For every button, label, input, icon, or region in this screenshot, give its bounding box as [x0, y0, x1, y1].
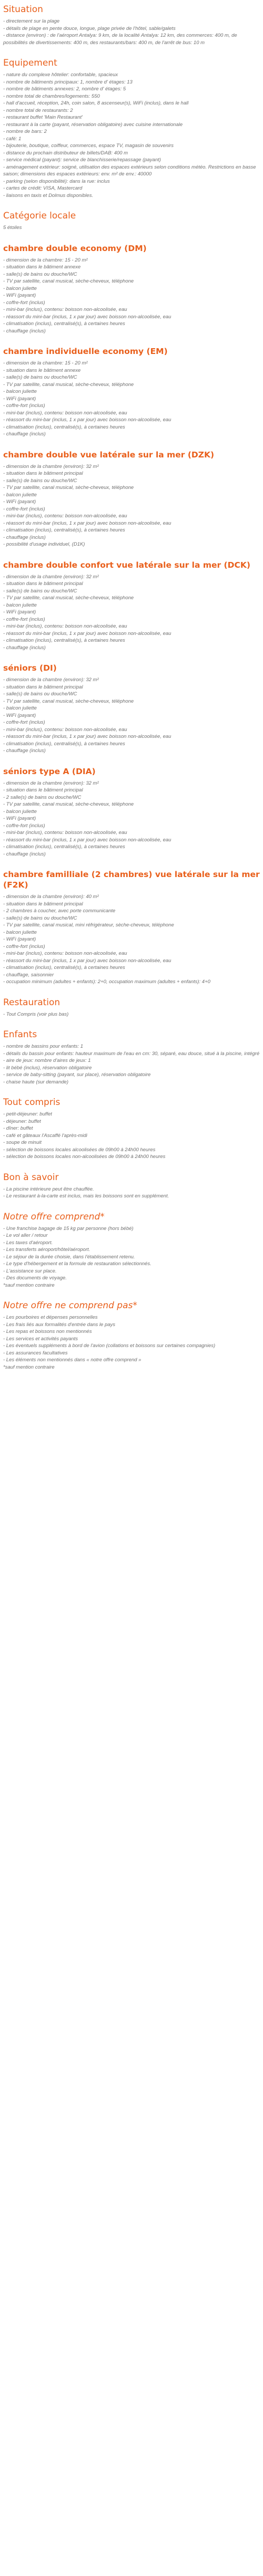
list-item: - sélection de boissons locales alcoolisées de 09h00 à 24h00 heures: [3, 1146, 156, 1153]
list-item: - parking (selon disponibilité): dans la rue: inclus: [3, 178, 110, 184]
list-item: - possibilité d'usage individuel, (D1K): [3, 541, 85, 547]
section-lines: [3, 360, 260, 438]
section-notre-offre-comprend: [3, 1212, 260, 1289]
list-item: - situation dans le bâtiment annexe: [3, 367, 81, 373]
list-item: - Les assurances facultatives: [3, 1350, 68, 1356]
list-item: - situation dans le bâtiment principal: [3, 684, 83, 690]
list-item: - coffre-fort (inclus): [3, 403, 45, 409]
list-item: - réassort du mini-bar (inclus, 1 x par jour) avec boisson non-alcoolisée, eau: [3, 417, 171, 423]
list-item: - chauffage (inclus): [3, 431, 46, 437]
list-item: - distance (environ) : de l'aéroport Antalya: 9 km, de la localité Antalya: 12 km, des commerces: 400 m, de possibilités de divertissements: 400 m, des restaurants/bars: 400 m, de l'arrêt de bus: 10 m: [3, 33, 237, 46]
list-item: - Le séjour de la durée choisie, dans l'établissement retenu.: [3, 1254, 135, 1260]
list-item: - dimension de la chambre (environ): 40 m²: [3, 894, 99, 900]
list-item: - cartes de crédit: VISA, Mastercard: [3, 185, 83, 191]
section-lines: [3, 71, 260, 199]
list-item: - salle(s) de bains ou douche/WC: [3, 588, 77, 594]
list-item: - Le type d'hébergement et la formule de restauration sélectionnés.: [3, 1261, 151, 1267]
list-item: - coffre-fort (inclus): [3, 943, 45, 950]
list-item: - nombre de bâtiments annexes: 2, nombre d' étages: 5: [3, 86, 126, 92]
list-item: - Le restaurant à-la-carte est inclus, mais les boissons sont en supplément.: [3, 1193, 169, 1199]
list-item: - Les pourboires et dépenses personnelles: [3, 1315, 98, 1320]
list-item: - WiFi (payant): [3, 499, 36, 505]
list-item: - salle(s) de bains ou douche/WC: [3, 691, 77, 697]
list-item: - détails du bassin pour enfants: hauteur maximum de l'eau en cm: 30, séparé, eau douce, situé à la piscine, intégré: [3, 1050, 260, 1057]
list-item: - bijouterie, boutique, coiffeur, commerces, espace TV, magasin de souvenirs: [3, 143, 174, 149]
section-chambre-double-economy-dm: [3, 243, 260, 335]
list-item: - climatisation (inclus), centralisé(s), à certaines heures: [3, 638, 125, 643]
list-item: - réassort du mini-bar (inclus, 1 x par jour) avec boisson non-alcoolisée, eau: [3, 630, 171, 637]
list-item: - nombre de bâtiments principaux: 1, nombre d' étages: 13: [3, 79, 133, 85]
list-item: - coffre-fort (inclus): [3, 719, 45, 725]
section-lines: [3, 257, 260, 335]
list-item: - occupation minimum (adultes + enfants): 2+0, occupation maximum (adultes + enfants): 4+0: [3, 979, 210, 985]
section-seniors-di: [3, 663, 260, 755]
list-item: - café et gâteaux l'Ascaffé l'après-midi: [3, 1132, 87, 1139]
section-heading: Tout compris: [3, 1097, 60, 1108]
list-item: - balcon juliette: [3, 602, 37, 608]
list-item: - TV par satellite, canal musical, sèche-cheveux, téléphone: [3, 485, 134, 491]
list-item: - WiFi (payant): [3, 609, 36, 615]
list-item: - dimension de la chambre (environ): 32 m²: [3, 677, 99, 683]
list-item: - dimension de la chambre (environ): 32 m²: [3, 780, 99, 786]
section-heading: chambre double confort vue latérale sur la mer (DCK): [3, 560, 250, 570]
list-item: - dimension de la chambre (environ): 32 m²: [3, 463, 99, 470]
section-heading: Notre offre ne comprend pas*: [3, 1300, 137, 1311]
list-item: - aire de jeux: nombre d'aires de jeux: 1: [3, 1058, 91, 1063]
list-item: - balcon juliette: [3, 492, 37, 498]
list-item: - sélection de boissons locales non-alcoolisées de 09h00 à 24h00 heures: [3, 1154, 166, 1160]
list-item: - salle(s) de bains ou douche/WC: [3, 374, 77, 380]
section-heading: chambre individuelle economy (EM): [3, 347, 168, 356]
section-heading: Restauration: [3, 997, 60, 1008]
list-item: - réassort du mini-bar (inclus, 1 x par jour) avec boisson non-alcoolisée, eau: [3, 520, 171, 526]
list-item: - WiFi (payant): [3, 293, 36, 298]
section-restauration: [3, 997, 260, 1018]
section-seniors-type-a-dia: [3, 766, 260, 858]
list-item: - mini-bar (inclus), contenu: boisson non-alcoolisée, eau: [3, 951, 127, 956]
list-item: - climatisation (inclus), centralisé(s), à certaines heures: [3, 424, 125, 430]
list-item: - Des documents de voyage.: [3, 1275, 67, 1281]
section-tout-compris: [3, 1097, 260, 1161]
list-item: - TV par satellite, canal musical, mini réfrigérateur, sèche-cheveux, téléphone: [3, 922, 174, 928]
list-item: - chauffage (inclus): [3, 534, 46, 540]
list-item: - chauffage, saisonnier: [3, 972, 54, 978]
list-item: - soupe de minuit: [3, 1140, 42, 1145]
list-item: - WiFi (payant): [3, 816, 36, 821]
list-item: - mini-bar (inclus), contenu: boisson non-alcoolisée, eau: [3, 410, 127, 416]
list-item: - coffre-fort (inclus): [3, 616, 45, 622]
list-item: - distance du prochain distributeur de billets/DAB: 400 m: [3, 150, 128, 156]
list-item: - réassort du mini-bar (inclus, 1 x par jour) avec boisson non-alcoolisée, eau: [3, 314, 171, 320]
section-lines: [3, 1011, 260, 1018]
list-item: - L'assistance sur place.: [3, 1268, 57, 1274]
list-item: - chauffage (inclus): [3, 748, 46, 754]
list-item: - TV par satellite, canal musical, sèche-cheveux, téléphone: [3, 381, 134, 388]
section-enfants: [3, 1029, 260, 1086]
list-item: - salle(s) de bains ou douche/WC: [3, 915, 77, 921]
list-item: - Les repas et boissons non mentionnés: [3, 1329, 92, 1334]
list-item: - balcon juliette: [3, 705, 37, 711]
list-item: - situation dans le bâtiment annexe: [3, 264, 81, 270]
section-heading: Enfants: [3, 1029, 37, 1040]
section-heading: séniors type A (DIA): [3, 766, 96, 776]
section-lines: [3, 573, 260, 652]
list-item: - déjeuner: buffet: [3, 1118, 41, 1124]
section-heading: Situation: [3, 4, 43, 15]
section-heading: chambre double economy (DM): [3, 243, 147, 253]
list-item: - réassort du mini-bar (inclus, 1 x par jour) avec boisson non-alcoolisée, eau: [3, 734, 171, 739]
section-lines: [3, 1186, 260, 1200]
list-item: - chauffage (inclus): [3, 328, 46, 334]
list-item: - Les services et activités payants: [3, 1336, 78, 1342]
list-item: 5 étoiles: [3, 225, 22, 231]
section-heading: Notre offre comprend*: [3, 1211, 105, 1222]
list-item: - WiFi (payant): [3, 395, 36, 402]
list-item: - lit bébé (inclus), réservation obligatoire: [3, 1065, 92, 1071]
section-heading: Equipement: [3, 58, 57, 68]
list-item: - balcon juliette: [3, 389, 37, 394]
list-item: - aménagement extérieur: soigné, utilisation des espaces extérieurs selon conditions météo. Restrictions en basse saison; dimensions des espaces extérieurs: env. m² de env.: 40000: [3, 164, 256, 177]
list-item: - Le vol aller / retour: [3, 1233, 48, 1238]
list-item: - nature du complexe hôtelier: confortable, spacieux: [3, 72, 118, 78]
section-chambre-double-vue-laterale-sur-la-mer-dzk: [3, 450, 260, 548]
list-item: - climatisation (inclus), centralisé(s), à certaines heures: [3, 527, 125, 533]
list-item: - balcon juliette: [3, 929, 37, 935]
list-item: - nombre total de chambres/logements: 550: [3, 93, 100, 99]
list-item: - situation dans le bâtiment principal: [3, 901, 83, 907]
section-chambre-familliale-2-chambres-vue-laterale-sur-la-mer-f2k: [3, 869, 260, 986]
list-item: - TV par satellite, canal musical, sèche-cheveux, téléphone: [3, 595, 134, 601]
list-item: - liaisons en taxis et Dolmus disponibles.: [3, 192, 94, 199]
list-item: - restaurant buffet 'Main Restaurant': [3, 114, 83, 120]
list-item: - Une franchise bagage de 15 kg par personne (hors bébé): [3, 1225, 134, 1232]
section-notre-offre-ne-comprend-pas: [3, 1300, 260, 1371]
section-lines: [3, 463, 260, 548]
section-heading: Bon à savoir: [3, 1172, 59, 1183]
list-item: - chaise haute (sur demande): [3, 1079, 69, 1085]
list-item: - Les éventuels suppléments à bord de l'avion (collations et boissons sur certaines compagnies): [3, 1343, 216, 1349]
list-item: - Les transferts aéroport/hôtel/aéroport.: [3, 1247, 90, 1253]
list-item: - dimension de la chambre (environ): 32 m²: [3, 573, 99, 580]
section-lines: [3, 1225, 260, 1289]
list-item: - TV par satellite, canal musical, sèche-cheveux, téléphone: [3, 801, 134, 807]
list-item: - nombre total de restaurants: 2: [3, 107, 73, 113]
list-item: - situation dans le bâtiment principal: [3, 471, 83, 476]
section-heading: chambre familliale (2 chambres) vue latérale sur la mer (F2K): [3, 870, 260, 890]
list-item: - directement sur la plage: [3, 18, 60, 24]
section-heading: chambre double vue latérale sur la mer (DZK): [3, 450, 215, 460]
list-item: - salle(s) de bains ou douche/WC: [3, 477, 77, 484]
list-item: - climatisation (inclus), centralisé(s), à certaines heures: [3, 321, 125, 327]
list-item: - coffre-fort (inclus): [3, 299, 45, 306]
list-item: - mini-bar (inclus), contenu: boisson non-alcoolisée, eau: [3, 830, 127, 836]
list-item: - Les éléments non mentionnés dans « notre offre comprend »: [3, 1357, 141, 1363]
list-item: - mini-bar (inclus), contenu: boisson non-alcoolisée, eau: [3, 623, 127, 629]
list-item: - TV par satellite, canal musical, sèche-cheveux, téléphone: [3, 698, 134, 704]
list-item: - TV par satellite, canal musical, sèche-cheveux, téléphone: [3, 278, 134, 284]
list-item: - chauffage (inclus): [3, 851, 46, 857]
section-lines: [3, 18, 260, 46]
list-item: - réassort du mini-bar (inclus, 1 x par jour) avec boisson non-alcoolisée, eau: [3, 957, 171, 964]
list-item: - coffre-fort (inclus): [3, 506, 45, 512]
list-item: - dimension de la chambre: 15 - 20 m²: [3, 360, 88, 366]
list-item: - hall d'accueil, réception, 24h, coin salon, 8 ascenseur(s), WiFi (inclus), dans le hall: [3, 100, 189, 106]
section-heading: séniors (DI): [3, 663, 57, 673]
list-item: - service de baby-sitting (payant, sur place), réservation obligatoire: [3, 1072, 151, 1078]
section-lines: [3, 1111, 260, 1161]
list-item: - détails de plage en pente douce, longue, plage privée de l'hôtel, sable/galets: [3, 25, 176, 32]
section-chambre-double-confort-vue-laterale-sur-la-mer-dck: [3, 560, 260, 652]
list-item: - La piscine intérieure peut être chauffée.: [3, 1186, 94, 1192]
list-item: - balcon juliette: [3, 285, 37, 291]
section-equipement: [3, 58, 260, 199]
section-bon-a-savoir: [3, 1172, 260, 1200]
list-item: - dimension de la chambre: 15 - 20 m²: [3, 257, 88, 263]
list-item: - climatisation (inclus), centralisé(s), à certaines heures: [3, 741, 125, 747]
list-item: - petit-déjeuner: buffet: [3, 1111, 52, 1117]
list-item: - coffre-fort (inclus): [3, 822, 45, 829]
list-item: - dîner: buffet: [3, 1125, 33, 1131]
section-heading: Catégorie locale: [3, 211, 76, 221]
list-item: - nombre de bars: 2: [3, 129, 47, 134]
section-lines: [3, 1043, 260, 1086]
list-item: *sauf mention contraire: [3, 1364, 55, 1370]
list-item: - Tout Compris (voir plus bas): [3, 1011, 69, 1017]
list-item: - chauffage (inclus): [3, 644, 46, 651]
list-item: - 2 salle(s) de bains ou douche/WC: [3, 794, 82, 800]
list-item: - climatisation (inclus), centralisé(s), à certaines heures: [3, 965, 125, 971]
list-item: - 2 chambres à coucher, avec porte communicante: [3, 908, 116, 914]
list-item: - balcon juliette: [3, 808, 37, 815]
list-item: - WiFi (payant): [3, 712, 36, 718]
list-item: - café: 1: [3, 135, 22, 142]
section-chambre-individuelle-economy-em: [3, 346, 260, 438]
section-categorie-locale: [3, 211, 260, 232]
list-item: - mini-bar (inclus), contenu: boisson non-alcoolisée, eau: [3, 307, 127, 312]
list-item: - Les frais liés aux formalités d'entrée dans le pays: [3, 1321, 116, 1328]
list-item: - mini-bar (inclus), contenu: boisson non-alcoolisée, eau: [3, 726, 127, 733]
section-situation: [3, 4, 260, 46]
list-item: - situation dans le bâtiment principal: [3, 581, 83, 587]
list-item: - mini-bar (inclus), contenu: boisson non-alcoolisée, eau: [3, 513, 127, 519]
list-item: - situation dans le bâtiment principal: [3, 787, 83, 793]
list-item: - nombre de bassins pour enfants: 1: [3, 1044, 84, 1049]
section-lines: [3, 676, 260, 755]
list-item: - salle(s) de bains ou douche/WC: [3, 271, 77, 277]
list-item: - service médical (payant): service de blanchisserie/repassage (payant): [3, 157, 161, 163]
section-lines: [3, 1314, 260, 1371]
list-item: - Les taxes d'aéroport.: [3, 1239, 53, 1246]
list-item: *sauf mention contraire: [3, 1282, 55, 1288]
list-item: - réassort du mini-bar (inclus, 1 x par jour) avec boisson non-alcoolisée, eau: [3, 837, 171, 843]
section-lines: [3, 780, 260, 858]
list-item: - climatisation (inclus), centralisé(s), à certaines heures: [3, 844, 125, 850]
section-lines: [3, 224, 260, 232]
list-item: - restaurant à la carte (payant, réservation obligatoire) avec cuisine internationale: [3, 121, 183, 128]
section-lines: [3, 893, 260, 986]
list-item: - WiFi (payant): [3, 936, 36, 942]
